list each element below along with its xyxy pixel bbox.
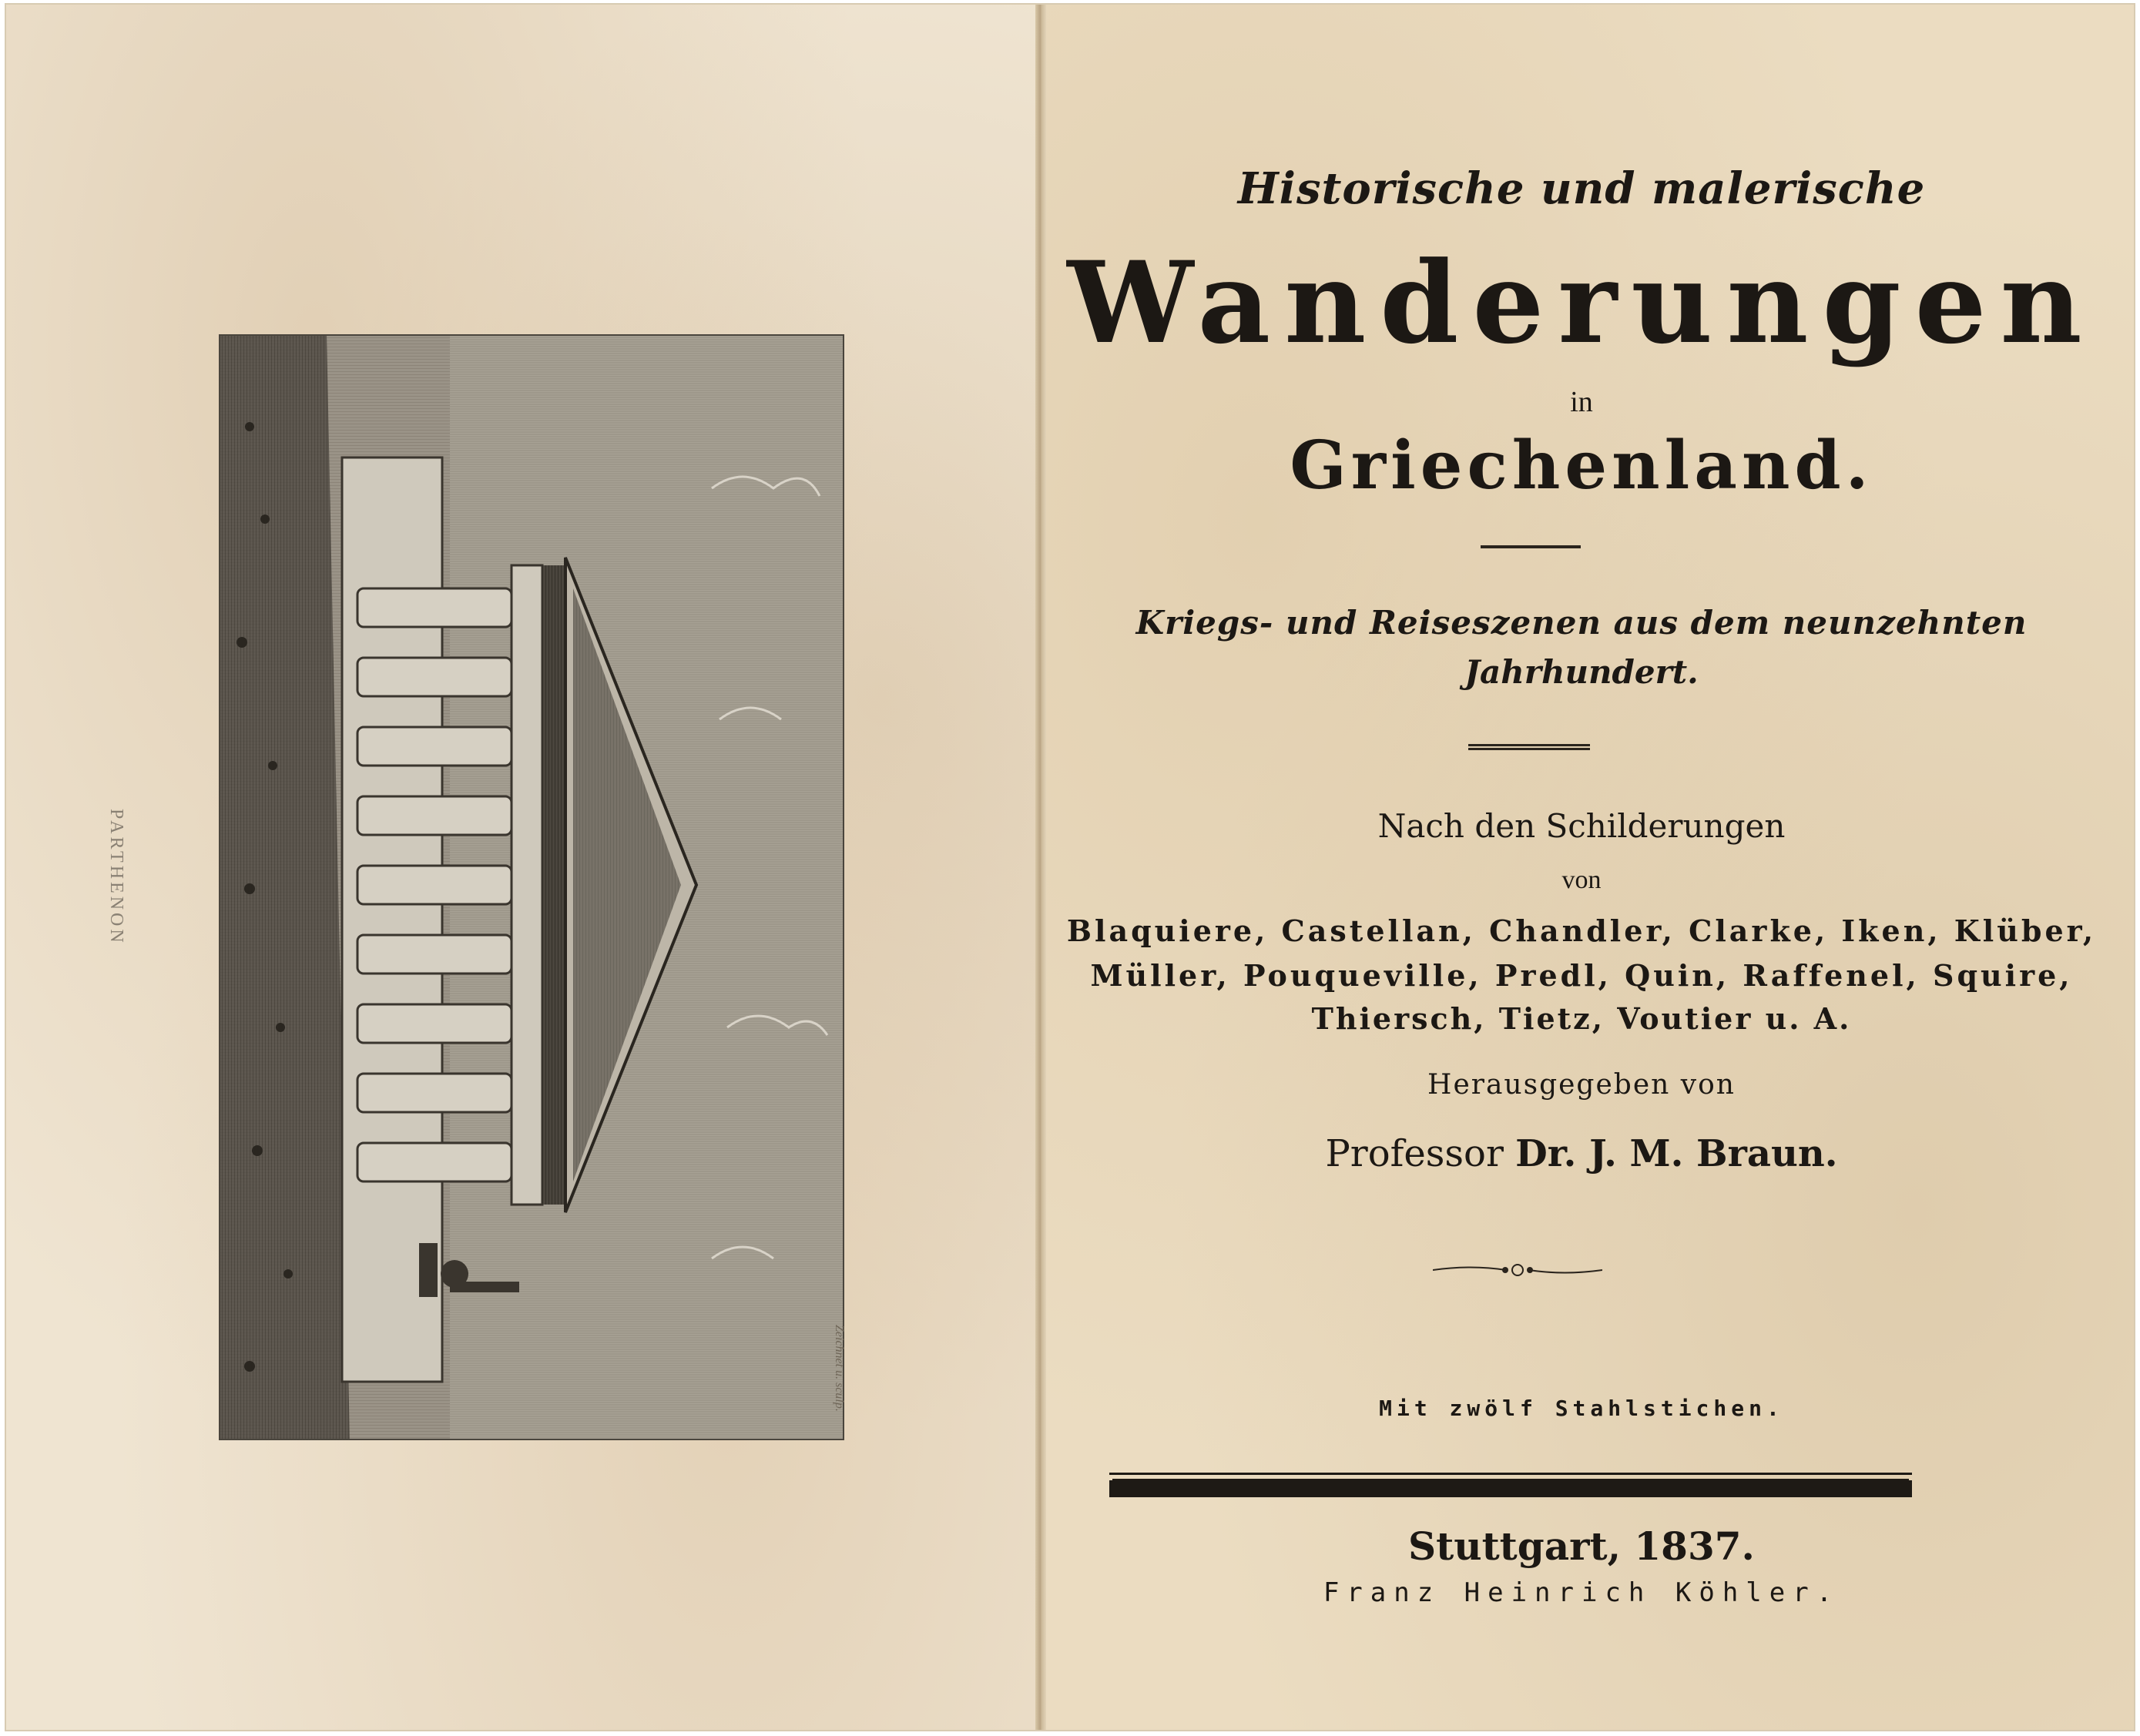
heavy-rule — [1109, 1480, 1912, 1497]
editor-name: Dr. J. M. Braun. — [1515, 1132, 1838, 1175]
parthenon-engraving-image — [219, 334, 844, 1440]
short-rule — [1481, 545, 1581, 548]
double-rule — [1468, 744, 1590, 750]
title-preposition: in — [1570, 386, 1593, 418]
subtitle-line-1: Kriegs- und Reiseszenen aus dem neunzehnten — [1135, 604, 2028, 642]
subtitle-line-2: Jahrhundert. — [1464, 653, 1699, 691]
title-line-1: Historische und malerische — [1237, 163, 1926, 214]
illustrations-note: Mit zwölf Stahlstichen. — [1379, 1396, 1784, 1421]
authors-line-2: Müller, Pouqueville, Predl, Quin, Raffenel, Squire, — [1090, 958, 2073, 993]
von-line: von — [1561, 866, 1602, 894]
thin-rule — [1109, 1473, 1912, 1475]
place-year: Stuttgart, 1837. — [1408, 1523, 1755, 1569]
editor-intro: Herausgegeben von — [1427, 1069, 1736, 1101]
plate-caption: PARTHENON — [106, 809, 126, 946]
parthenon-engraving — [219, 334, 844, 1440]
publisher: Franz Heinrich Köhler. — [1323, 1577, 1840, 1608]
authors-line-1: Blaquiere, Castellan, Chandler, Clarke, Iken, Klüber, — [1066, 913, 2097, 948]
ornament-icon — [1433, 1258, 1602, 1282]
editor-title: Professor — [1325, 1132, 1504, 1175]
editor-line — [1035, 1132, 2128, 1175]
source-line: Nach den Schilderungen — [1377, 807, 1786, 845]
title-country: Griechenland. — [1290, 427, 1873, 504]
engraver-credit: Zeichnet u. sculp. — [833, 1325, 846, 1412]
main-title: Wanderungen — [1067, 237, 2096, 369]
authors-line-3: Thiersch, Tietz, Voutier u. A. — [1311, 1001, 1852, 1036]
